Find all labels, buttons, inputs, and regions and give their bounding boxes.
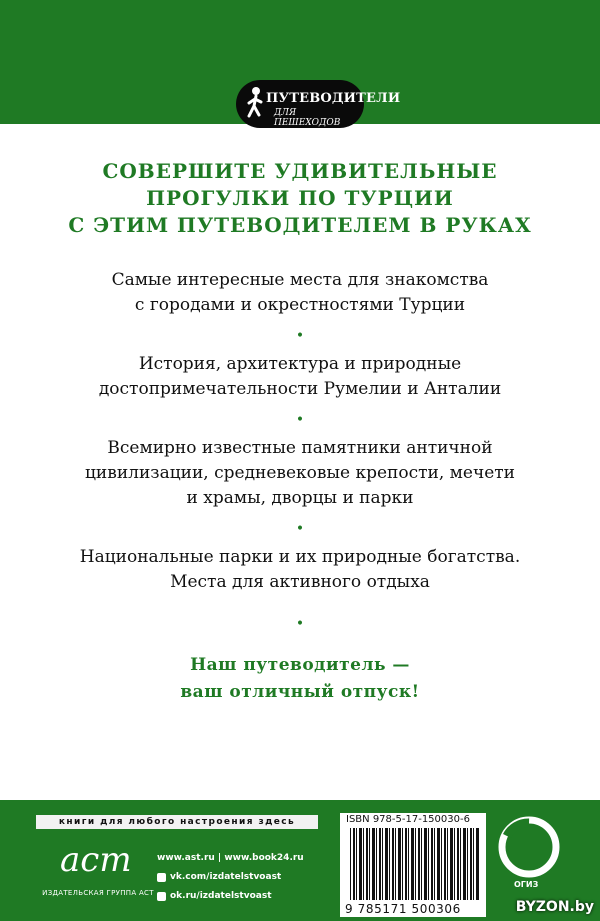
vk-icon (157, 873, 166, 882)
tagline-line: ваш отличный отпуск! (180, 682, 420, 702)
tagline-line: Наш путеводитель — (190, 655, 410, 675)
tagline (0, 652, 600, 706)
feature-list (0, 268, 600, 640)
website-links[interactable] (157, 849, 304, 868)
feature-line: Самые интересные места для знакомства (111, 270, 489, 290)
ok-link-text[interactable]: ok.ru/izdatelstvoast (170, 891, 272, 901)
watermark: BYZON.by (515, 899, 594, 915)
feature-line: с городами и окрестностями Турции (134, 295, 466, 315)
barcode (350, 828, 480, 900)
feature-line: достопримечательности Румелии и Анталии (98, 379, 502, 399)
feature-line: Места для активного отдыха (170, 572, 430, 592)
feature-item (0, 268, 600, 318)
feature-item (0, 545, 600, 595)
ok-link[interactable] (157, 887, 304, 906)
headline-line: СОВЕРШИТЕ УДИВИТЕЛЬНЫЕ (102, 159, 498, 183)
feature-line: Всемирно известные памятники античной (107, 438, 493, 458)
bullet-separator: • (295, 328, 305, 344)
ast-logo: аст (60, 840, 132, 880)
ok-icon (157, 892, 166, 901)
feature-line: цивилизации, средневековые крепости, мечети (85, 463, 515, 483)
feature-line: Национальные парки и их природные богатства. (79, 547, 521, 567)
vk-link-text[interactable]: vk.com/izdatelstvoast (170, 872, 282, 882)
isbn: ISBN 978-5-17-150030-6 (346, 814, 470, 825)
slogan-bar: книги для любого настроения здесь (36, 815, 318, 829)
feature-item (0, 352, 600, 402)
website-link-text[interactable]: www.ast.ru | www.book24.ru (157, 853, 304, 863)
feature-item (0, 436, 600, 511)
publisher-name: ИЗДАТЕЛЬСКАЯ ГРУППА АСТ (42, 889, 154, 897)
series-logo (236, 80, 401, 128)
headline-line: ПРОГУЛКИ ПО ТУРЦИИ (146, 186, 454, 210)
feature-line: История, архитектура и природные (138, 354, 462, 374)
feature-line: и храмы, дворцы и парки (186, 488, 414, 508)
headline (0, 158, 600, 239)
barcode-number: 9 785171 500306 (345, 902, 461, 916)
walker-icon (244, 86, 266, 122)
publisher-links (157, 849, 304, 906)
series-title: ПУТЕВОДИТЕЛИ (266, 91, 401, 106)
bullet-separator: • (295, 521, 305, 537)
vk-link[interactable] (157, 868, 304, 887)
bullet-separator: • (295, 412, 305, 428)
headline-line: С ЭТИМ ПУТЕВОДИТЕЛЕМ В РУКАХ (68, 213, 532, 237)
ogiz-logo-icon (498, 816, 560, 878)
series-subtitle: ДЛЯ ПЕШЕХОДОВ (274, 108, 341, 128)
ogiz-label: ОГИЗ (514, 880, 539, 889)
bullet-separator: • (295, 616, 305, 632)
